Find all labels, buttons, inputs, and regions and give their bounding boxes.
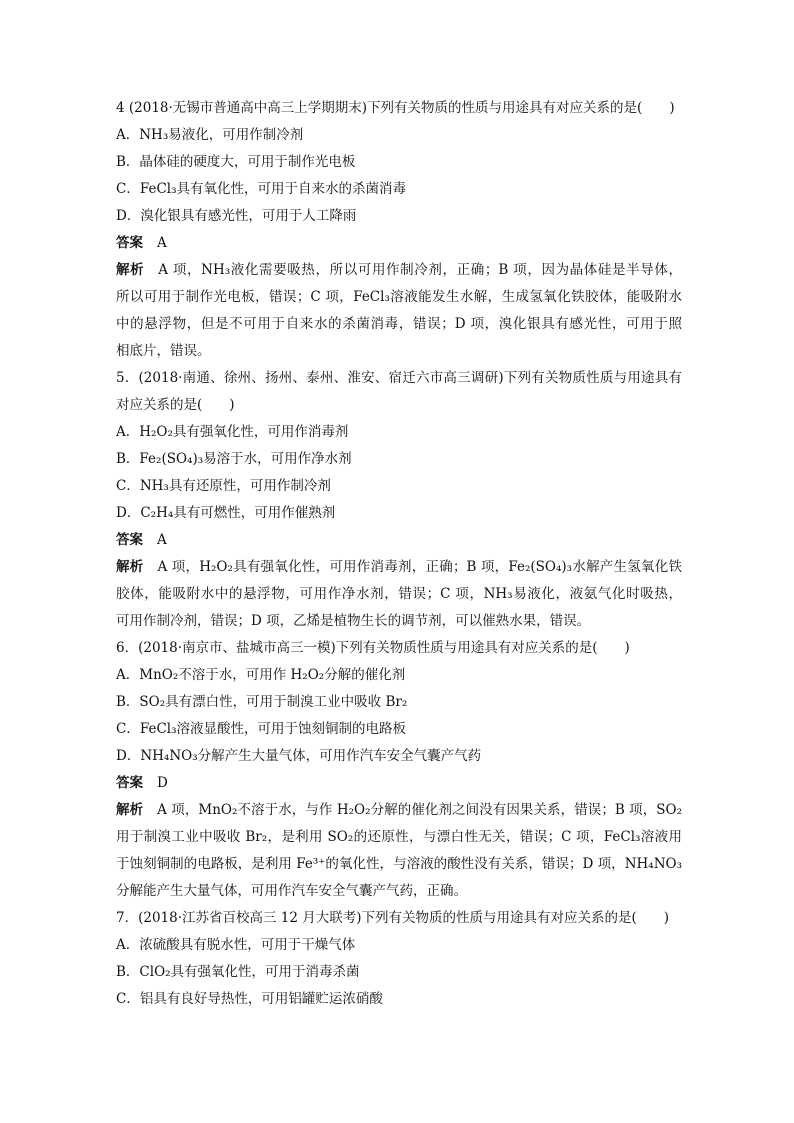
analysis-line — [116, 554, 682, 581]
option-b: B．SO₂具有漂白性，可用于制溴工业中吸收 Br₂ — [116, 694, 408, 710]
analysis-line: 可用作制冷剂，错误；D 项，乙烯是植物生长的调节剂，可以催熟水果，错误。 — [116, 613, 591, 629]
question-stem: 4 (2018·无锡市普通高中高三上学期期末)下列有关物质的性质与用途具有对应关系的是( ) — [116, 100, 675, 116]
answer-value: D — [157, 775, 168, 791]
option-a: A．浓硫酸具有脱水性，可用于干燥气体 — [116, 937, 356, 953]
answer-label: 答案 — [116, 775, 143, 791]
question-5 — [116, 365, 682, 635]
question-4 — [116, 95, 682, 365]
option-a: A．MnO₂不溶于水，可用作 H₂O₂分解的催化剂 — [116, 667, 406, 683]
analysis-line: 分解能产生大量气体，可用作汽车安全气囊产气药，正确。 — [116, 883, 467, 899]
analysis-line: 用于制溴工业中吸收 Br₂，是利用 SO₂的还原性，与漂白性无关，错误；C 项，FeCl₃溶液用 — [116, 829, 682, 845]
question-stem-line: 5．(2018·南通、徐州、扬州、泰州、淮安、宿迁六市高三调研)下列有关物质性质与用途具有 — [116, 370, 682, 386]
analysis — [116, 797, 682, 905]
answer-line — [116, 230, 682, 257]
answer-line — [116, 527, 682, 554]
option-c: C．FeCl₃溶液显酸性，可用于蚀刻铜制的电路板 — [116, 721, 407, 737]
analysis-text: A 项，MnO₂不溶于水，与作 H₂O₂分解的催化剂之间没有因果关系，错误；B 项，SO₂ — [157, 802, 682, 818]
option-d: D．NH₄NO₃分解产生大量气体，可用作汽车安全气囊产气药 — [116, 748, 482, 764]
analysis-label: 解析 — [116, 559, 144, 575]
analysis-line — [116, 257, 682, 284]
analysis-line: 于蚀刻铜制的电路板，是利用 Fe³⁺的氧化性，与溶液的酸性没有关系，错误；D 项，NH₄NO₃ — [116, 856, 682, 872]
option-d: D．溴化银具有感光性，可用于人工降雨 — [116, 208, 357, 224]
analysis-label: 解析 — [116, 262, 145, 278]
question-stem-line: 对应关系的是( ) — [116, 397, 235, 413]
option-a: A．H₂O₂具有强氧化性，可用作消毒剂 — [116, 424, 349, 440]
answer-label: 答案 — [116, 235, 143, 251]
analysis — [116, 554, 682, 635]
analysis-line: 胶体，能吸附水中的悬浮物，可用作净水剂，错误；C 项，NH₃易液化，液氨气化时吸热， — [116, 586, 682, 602]
option-b: B．晶体硅的硬度大，可用于制作光电板 — [116, 154, 356, 170]
option-c: C．铝具有良好导热性，可用铝罐贮运浓硝酸 — [116, 991, 383, 1007]
question-7 — [116, 905, 682, 1013]
option-c: C．FeCl₃具有氧化性，可用于自来水的杀菌消毒 — [116, 181, 407, 197]
option-d: D．C₂H₄具有可燃性，可用作催熟剂 — [116, 505, 336, 521]
option-b: B．Fe₂(SO₄)₃易溶于水，可用作净水剂 — [116, 451, 352, 467]
analysis-label: 解析 — [116, 802, 144, 818]
analysis-line: 中的悬浮物，但是不可用于自来水的杀菌消毒，错误；D 项，溴化银具有感光性，可用于照 — [116, 316, 682, 332]
question-stem: 6．(2018·南京市、盐城市高三一模)下列有关物质性质与用途具有对应关系的是( ) — [116, 640, 630, 656]
analysis — [116, 257, 682, 365]
option-c: C．NH₃具有还原性，可用作制冷剂 — [116, 478, 331, 494]
question-stem — [116, 365, 682, 419]
answer-label: 答案 — [116, 532, 143, 548]
analysis-text: A 项，H₂O₂具有强氧化性，可用作消毒剂，正确；B 项，Fe₂(SO₄)₃水解产生氢氧化铁 — [157, 559, 682, 575]
option-a: A．NH₃易液化，可用作制冷剂 — [116, 127, 304, 143]
question-6 — [116, 635, 682, 905]
option-b: B．ClO₂具有强氧化性，可用于消毒杀菌 — [116, 964, 360, 980]
analysis-line — [116, 797, 682, 824]
answer-value: A — [157, 532, 167, 548]
analysis-line: 相底片，错误。 — [116, 343, 211, 359]
question-stem: 7．(2018·江苏省百校高三 12 月大联考)下列有关物质的性质与用途具有对应关系的是( ) — [116, 910, 670, 926]
analysis-line: 所以可用于制作光电板，错误；C 项，FeCl₃溶液能发生水解，生成氢氧化铁胶体，能吸附水 — [116, 289, 682, 305]
answer-line — [116, 770, 682, 797]
answer-value: A — [157, 235, 167, 251]
analysis-text: A 项，NH₃液化需要吸热，所以可用作制冷剂，正确；B 项，因为晶体硅是半导体， — [158, 262, 682, 278]
page-content — [116, 95, 682, 1013]
